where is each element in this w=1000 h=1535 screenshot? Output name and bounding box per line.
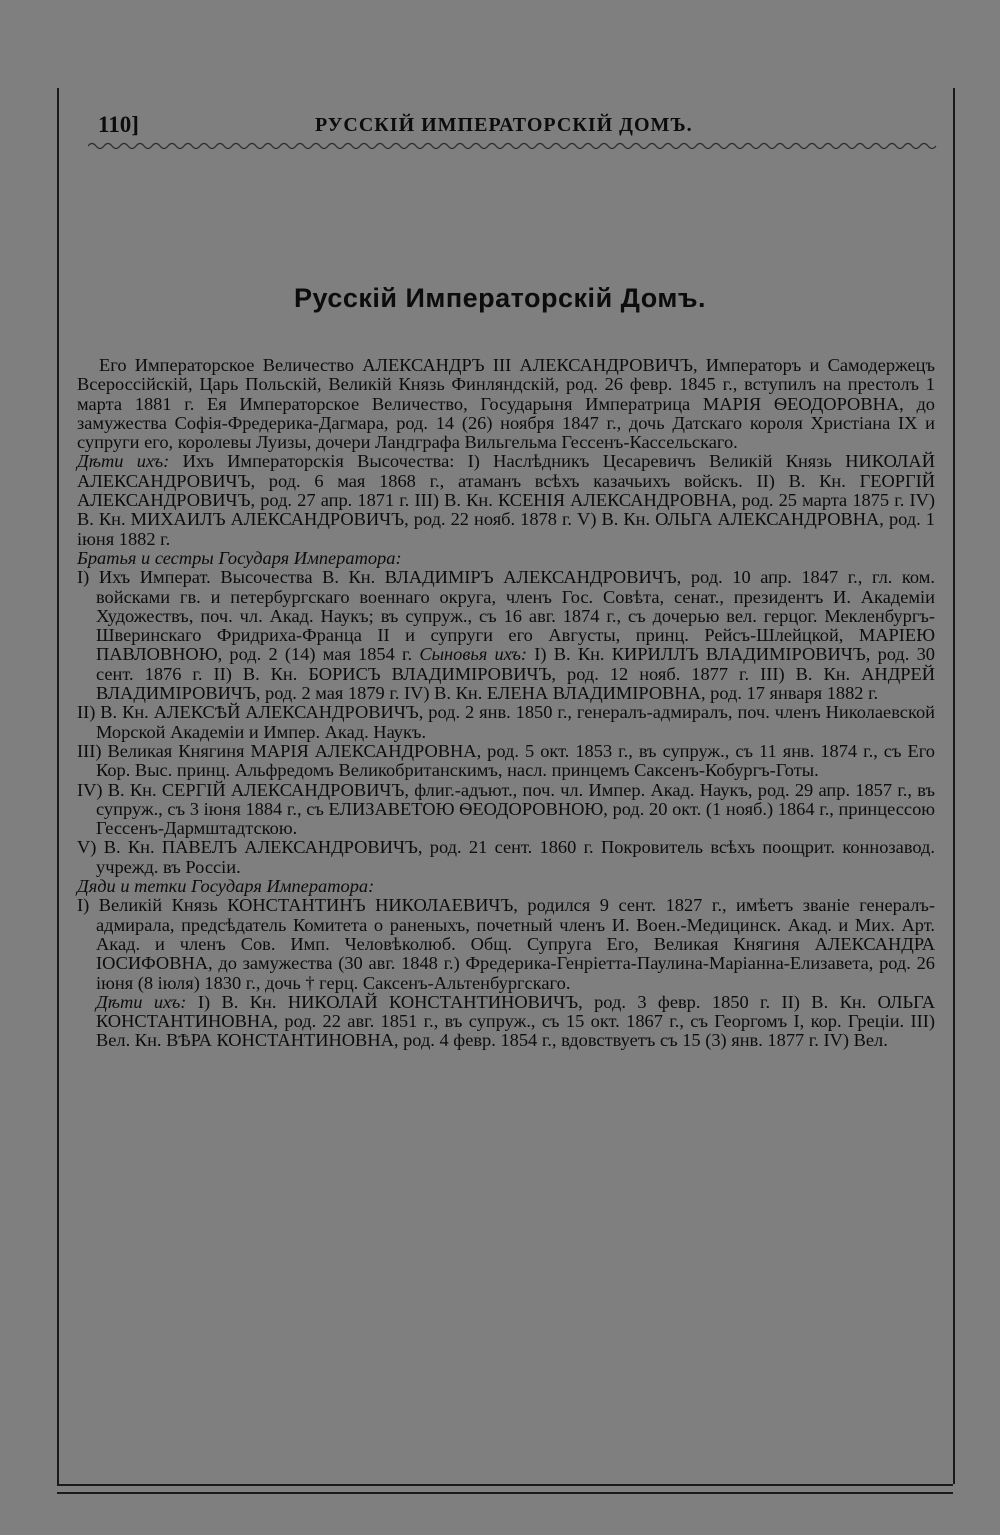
uncle-entry-1 <box>77 896 935 1050</box>
children-paragraph <box>77 452 935 548</box>
sibling-entry-3: III) Великая Княгиня МАРІЯ АЛЕКСАНДРОВНА, род. 5 окт. 1853 г., въ супруж., съ 11 янв. 1874 г., съ Его Кор. Выс. принц. Альфредомъ Великобританскимъ, насл. принцемъ Саксенъ-Кобургъ-Готы. <box>77 740 935 781</box>
bottom-rule-double <box>57 1492 953 1494</box>
sibling-entry-4: IV) В. Кн. СЕРГІЙ АЛЕКСАНДРОВИЧЪ, флиг.-адъют., поч. чл. Импер. Акад. Наукъ, род. 29 апр. 1857 г., въ супруж., съ 3 іюня 1884 г., съ ЕЛИЗАВЕТОЮ ѲЕОДОРОВНОЮ, род. 20 окт. (1 нояб.) 1864 г., принцессою Гессенъ-Дармштадтскою. <box>77 779 935 839</box>
sons-label: Сыновья ихъ: <box>419 644 528 665</box>
sibling-1-text: I) Ихъ Императ. Высочества В. Кн. ВЛАДИМІРЪ АЛЕКСАНДРОВИЧЪ, род. 10 апр. 1847 г., гл. ком. войсками гв. и петербургскаго военнаго округа, членъ Гос. Совѣта, сенат., президентъ И. Академіи Художествъ, поч. чл. Акад. Наукъ; въ супруж., съ 16 авг. 1874 г., съ дочерью вел. герцог. Мекленбургъ-Шверинскаго Фридриха-Франца II и супруги его Августы, принц. Рейсъ-Шлейцкой, МАРІЕЮ ПАВЛОВНОЮ, род. 2 (14) мая 1854 г. <box>77 567 935 665</box>
intro-paragraph: Его Императорское Величество АЛЕКСАНДРЪ III АЛЕКСАНДРОВИЧЪ, Императоръ и Самодержецъ Всероссійскій, Царь Польскій, Великій Князь Финляндскій, род. 26 февр. 1845 г., вступилъ на престолъ 1 марта 1881 г. Ея Императорское Величество, Государыня Императрица МАРІЯ ѲЕОДОРОВНА, до замужества Софія-Фредерика-Дагмара, род. 14 (26) ноября 1847 г., дочь Датскаго короля Христіана IX и супруги его, королевы Луизы, дочери Ландграфа Вильгельма Гессенъ-Кассельскаго. <box>77 355 935 453</box>
siblings-heading: Братья и сестры Государя Императора: <box>77 547 402 568</box>
page-title: Русскій Императорскій Домъ. <box>293 283 707 313</box>
children-text: Ихъ Императорскія Высочества: I) Наслѣдникъ Цесаревичъ Великій Князь НИКОЛАЙ АЛЕКСАНДРОВИЧЪ, род. 6 мая 1868 г., атаманъ всѣхъ казачьихъ войскъ. II) В. Кн. ГЕОРГІЙ АЛЕКСАНДРОВИЧЪ, род. 27 апр. 1871 г. III) В. Кн. КСЕНІЯ АЛЕКСАНДРОВНА, род. 25 марта 1875 г. IV) В. Кн. МИХАИЛЪ АЛЕКСАНДРОВИЧЪ, род. 22 нояб. 1878 г. V) В. Кн. ОЛЬГА АЛЕКСАНДРОВНА, род. 1 іюня 1882 г. <box>77 451 935 549</box>
document-body <box>77 356 935 1051</box>
uncle-1-text: I) Великій Князь КОНСТАНТИНЪ НИКОЛАЕВИЧЪ, родился 9 сент. 1827 г., имѣетъ званіе генералъ-адмирала, предсѣдатель Комитета о раненыхъ, почетный членъ И. Воен.-Медицинск. Акад. и Мих. Арт. Акад. и членъ Сов. Имп. Человѣколюб. Общ. Супруга Его, Великая Княгиня АЛЕКСАНДРА ІОСИФОВНА, до замужества (30 авг. 1848 г.) Фредерика-Генріетта-Паулина-Маріанна-Елизавета, род. 26 іюня (8 іюля) 1830 г., дочь † герц. Саксенъ-Альтенбургскаго. <box>77 895 935 993</box>
sibling-entry-1 <box>77 568 935 703</box>
uncle-1-children: I) В. Кн. НИКОЛАЙ КОНСТАНТИНОВИЧЪ, род. 3 февр. 1850 г. II) В. Кн. ОЛЬГА КОНСТАНТИНОВНА, род. 22 авг. 1851 г., въ супруж., съ 15 окт. 1867 г., съ Георгомъ I, кор. Греціи. III) Вел. Кн. ВѢРА КОНСТАНТИНОВНА, род. 4 февр. 1854 г., вдовствуетъ съ 15 (3) янв. 1877 г. IV) Вел. <box>96 991 935 1051</box>
header-ornament-rule <box>88 140 938 152</box>
running-title: РУССКІЙ ИМПЕРАТОРСКІЙ ДОМЪ. <box>315 114 693 136</box>
uncles-heading: Дяди и тетки Государя Императора: <box>77 876 375 897</box>
sibling-entry-2: II) В. Кн. АЛЕКСѢЙ АЛЕКСАНДРОВИЧЪ, род. 2 янв. 1850 г., генералъ-адмиралъ, поч. членъ Николаевской Морской Академіи и Импер. Акад. Наукъ. <box>77 702 935 742</box>
children-label: Дѣти ихъ: <box>77 451 170 472</box>
sibling-1-sons: I) В. Кн. КИРИЛЛЪ ВЛАДИМІРОВИЧЪ, род. 30 сент. 1876 г. II) В. Кн. БОРИСЪ ВЛАДИМІРОВИЧЪ, род. 12 нояб. 1877 г. III) В. Кн. АНДРЕЙ ВЛАДИМІРОВИЧЪ, род. 2 мая 1879 г. IV) В. Кн. ЕЛЕНА ВЛАДИМІРОВНА, род. 17 января 1882 г. <box>96 644 935 704</box>
page-number: 110] <box>98 112 139 137</box>
sibling-entry-5: V) В. Кн. ПАВЕЛЪ АЛЕКСАНДРОВИЧЪ, род. 21 сент. 1860 г. Покровитель всѣхъ поощрит. коннозавод. учрежд. въ Россіи. <box>77 837 935 877</box>
uncle-1-children-label: Дѣти ихъ: <box>96 991 187 1012</box>
wavy-rule-icon <box>88 140 938 152</box>
bottom-rule <box>57 1484 953 1486</box>
